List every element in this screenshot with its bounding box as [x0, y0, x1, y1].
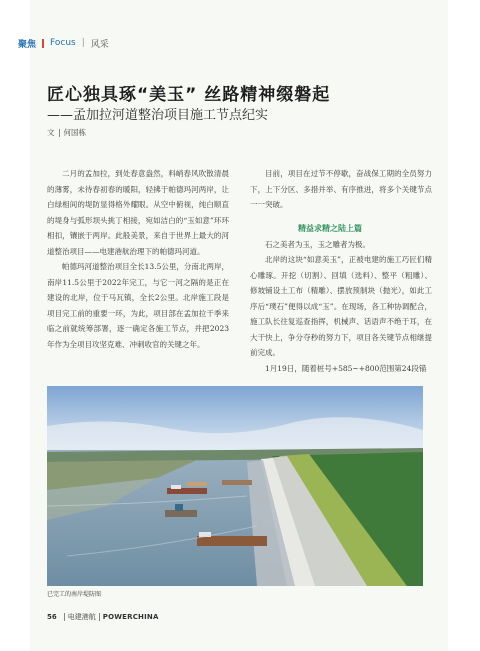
aerial-river-photo — [47, 386, 423, 586]
body-paragraph: 帕德玛河道整治项目全长13.5公里，分南北两岸，南岸11.5公里于2022年完工，与它一河之隔的是正在建设的北岸，位于马瓦镇，全长2公里。北岸施工段是项目完工前的重要一环，为此，项目部在孟加拉干季来临之前就统筹部署，逐一确定各施工节点，并把2023年作为全项目攻坚克难、冲刺收官的关键之年。 — [47, 262, 229, 349]
section-label-cn[interactable]: 聚焦 — [18, 39, 37, 50]
body-paragraph: 目前，项目在过节不停歇，奋战保工期的全员努力下，上下分区、多措并举、有序推进，将多个关键节点一一突破。 — [250, 169, 432, 209]
subsection-label[interactable]: 风采 — [90, 39, 109, 50]
publication-name-en: POWERCHINA — [102, 613, 159, 621]
photo-caption: 已完工的南岸堤防图 — [47, 591, 102, 598]
right-text-column — [250, 166, 432, 376]
header-separator: | — [81, 38, 85, 48]
author-divider — [59, 129, 60, 137]
publication-name-cn: 电建港航 — [67, 613, 96, 621]
body-paragraph: 石之美者为玉，玉之雕者为极。 — [265, 239, 370, 249]
section-label-en[interactable]: Focus — [50, 38, 76, 48]
header-divider — [42, 39, 44, 48]
page-footer — [47, 612, 159, 622]
article-subtitle: ——孟加拉河道整治项目施工节点纪实 — [47, 108, 269, 123]
body-paragraph: 1月19日，随着桩号+585~+800范围第24段锚 — [265, 363, 427, 373]
body-paragraph: 二月的孟加拉，到处春意盎然，料峭春风吹散清晨的薄雾，未待春初春的暖阳，轻拂于帕德玛河两岸，让白绿相间的堤防显得格外耀眼。从空中俯视，纯白顺直的堤身与弧形坝头挑丁相接，宛如洁白的“玉如意”环环相扣，镶嵌于两岸。此般美景，来自于世界上最大的河道整治项目——电建港航治理下的帕德玛河道。 — [47, 169, 229, 256]
article-title: 匠心独具琢“美玉” 丝路精神缀磐起 — [47, 85, 331, 105]
author-name: 何国栋 — [63, 128, 86, 137]
section-heading: 精益求精之陆上篇 — [298, 223, 362, 233]
section-header — [18, 36, 109, 50]
author-label: 文 — [47, 128, 55, 137]
footer-divider — [99, 613, 100, 621]
author-line — [47, 127, 86, 138]
river-embankment-illustration — [47, 386, 423, 586]
left-text-column — [47, 166, 229, 352]
footer-divider — [64, 613, 65, 621]
page-number: 56 — [47, 613, 57, 621]
body-paragraph: 北岸的这块“如意美玉”，正被电建的施工巧匠们精心雕琢。开挖（切割）、回填（选料）、整平（粗雕）、修坡铺设土工布（精雕）、摆放预制块（抛光），如此工序后“璞石”便得以成“玉”。在现场，各工种协调配合，施工队长往复巡查指挥，机械声、话语声不绝于耳，在大干快上，争分夺秒的努力下，项目各关键节点相继提前完成。 — [250, 255, 432, 357]
